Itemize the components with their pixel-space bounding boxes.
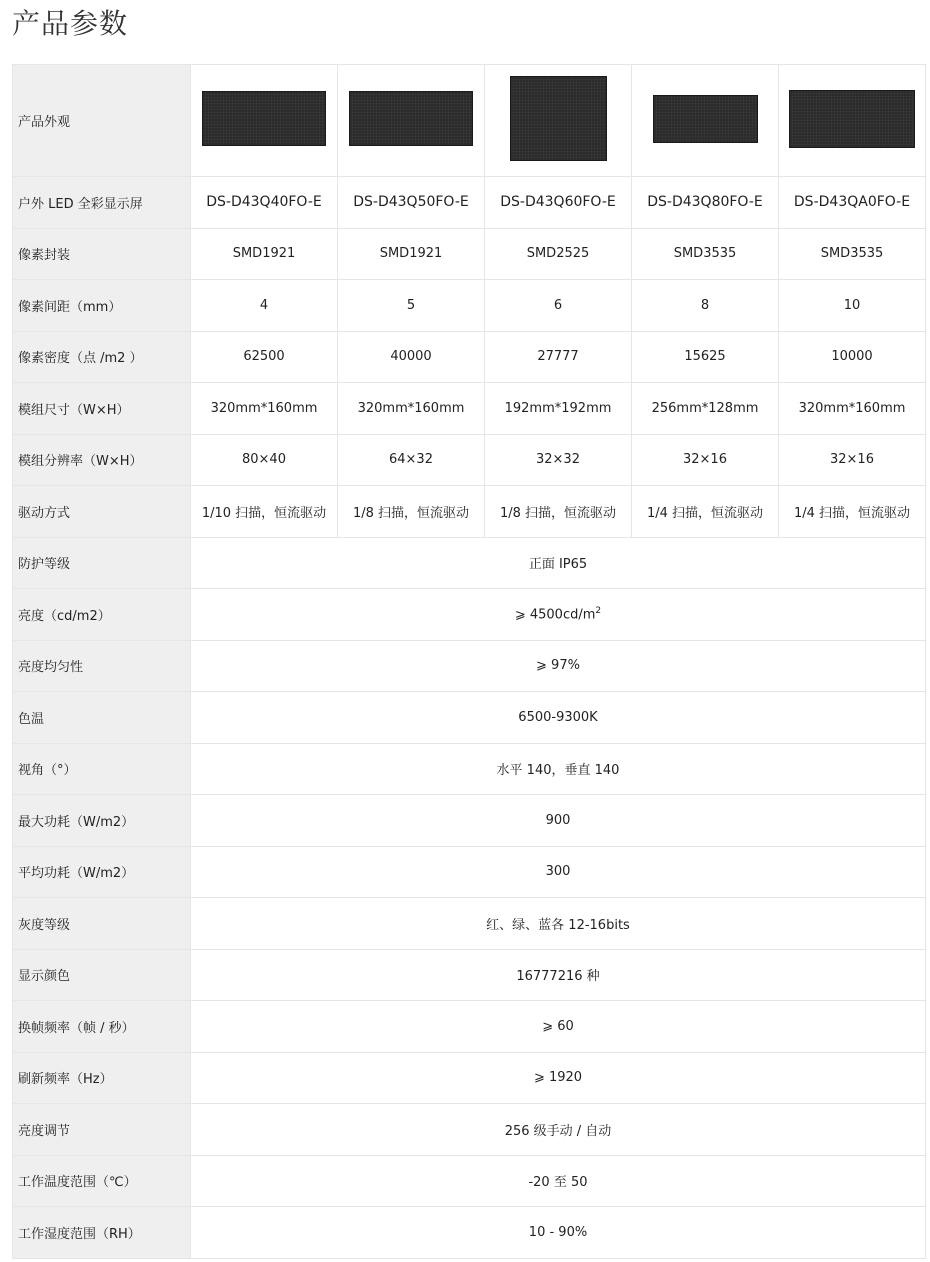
spec-value: 10	[779, 280, 926, 332]
spec-label: 灰度等级	[13, 898, 191, 950]
spec-value	[191, 898, 926, 950]
spec-value-text: 10 - 90%	[528, 1224, 588, 1240]
spec-value-text: 256 级手动 / 自动	[504, 1123, 612, 1139]
spec-value: 256mm*128mm	[632, 383, 779, 435]
spec-row	[13, 1104, 926, 1156]
spec-value	[191, 1207, 926, 1259]
spec-value-text: 水平 140，垂直 140	[496, 763, 620, 779]
spec-label: 最大功耗（W/m2）	[13, 795, 191, 847]
spec-value	[191, 1155, 926, 1207]
spec-value: 32×16	[632, 434, 779, 486]
spec-row	[13, 280, 926, 332]
spec-row	[13, 1052, 926, 1104]
appearance-row	[13, 65, 926, 177]
spec-value: 1/4 扫描，恒流驱动	[632, 486, 779, 538]
spec-label: 刷新频率（Hz）	[13, 1052, 191, 1104]
spec-row	[13, 537, 926, 589]
spec-value: 15625	[632, 331, 779, 383]
spec-value	[191, 1001, 926, 1053]
spec-row	[13, 228, 926, 280]
spec-row	[13, 589, 926, 641]
spec-value: SMD1921	[191, 228, 338, 280]
spec-value: 1/4 扫描，恒流驱动	[779, 486, 926, 538]
model-name: DS-D43Q60FO-E	[485, 177, 632, 229]
spec-value: SMD3535	[632, 228, 779, 280]
spec-value-text: 红、绿、蓝各 12-16bits	[486, 917, 630, 933]
product-image-cell	[779, 65, 926, 177]
spec-value: SMD1921	[338, 228, 485, 280]
spec-value: 62500	[191, 331, 338, 383]
spec-value: 4	[191, 280, 338, 332]
led-panel-image	[653, 95, 758, 143]
spec-value: 32×16	[779, 434, 926, 486]
spec-value: 10000	[779, 331, 926, 383]
spec-label: 亮度均匀性	[13, 640, 191, 692]
spec-value-text: -20 至 50	[528, 1175, 588, 1191]
spec-value-text: ⩾ 97%	[536, 658, 580, 674]
spec-value: 1/10 扫描，恒流驱动	[191, 486, 338, 538]
spec-label: 驱动方式	[13, 486, 191, 538]
spec-row	[13, 383, 926, 435]
spec-label: 模组尺寸（W×H）	[13, 383, 191, 435]
spec-row	[13, 846, 926, 898]
spec-value	[191, 589, 926, 641]
spec-row	[13, 898, 926, 950]
model-name: DS-D43Q40FO-E	[191, 177, 338, 229]
spec-label: 色温	[13, 692, 191, 744]
spec-label: 模组分辨率（W×H）	[13, 434, 191, 486]
spec-label: 显示颜色	[13, 949, 191, 1001]
spec-value-text: 正面 IP65	[528, 557, 588, 573]
spec-value-text: 6500-9300K	[518, 709, 598, 725]
spec-value	[191, 795, 926, 847]
spec-label: 防护等级	[13, 537, 191, 589]
unit-superscript: 2	[595, 606, 602, 617]
led-panel-image	[202, 91, 326, 146]
spec-value: SMD3535	[779, 228, 926, 280]
spec-row	[13, 331, 926, 383]
spec-value	[191, 1104, 926, 1156]
page-title: 产品参数	[12, 7, 129, 40]
spec-value	[191, 846, 926, 898]
spec-value-text: ⩾ 60	[542, 1018, 574, 1034]
model-row	[13, 177, 926, 229]
spec-value-text: 900	[545, 812, 571, 828]
spec-value: 27777	[485, 331, 632, 383]
spec-label: 平均功耗（W/m2）	[13, 846, 191, 898]
spec-value: 40000	[338, 331, 485, 383]
spec-value: 320mm*160mm	[338, 383, 485, 435]
spec-value	[191, 537, 926, 589]
spec-value: 32×32	[485, 434, 632, 486]
spec-value: 1/8 扫描，恒流驱动	[485, 486, 632, 538]
product-image-cell	[338, 65, 485, 177]
spec-value	[191, 692, 926, 744]
spec-row	[13, 692, 926, 744]
spec-value: 8	[632, 280, 779, 332]
spec-row	[13, 1207, 926, 1259]
spec-value: 80×40	[191, 434, 338, 486]
spec-row	[13, 434, 926, 486]
spec-row	[13, 743, 926, 795]
spec-value	[191, 949, 926, 1001]
spec-value-text: ⩾ 4500cd/m	[514, 607, 596, 623]
spec-value-text: 300	[545, 864, 571, 880]
spec-value: 192mm*192mm	[485, 383, 632, 435]
spec-label: 亮度（cd/m2）	[13, 589, 191, 641]
spec-value: 64×32	[338, 434, 485, 486]
spec-label: 换帧频率（帧 / 秒）	[13, 1001, 191, 1053]
spec-value	[191, 1052, 926, 1104]
led-panel-image	[510, 76, 607, 161]
spec-value: 5	[338, 280, 485, 332]
spec-value: 1/8 扫描，恒流驱动	[338, 486, 485, 538]
spec-row	[13, 1001, 926, 1053]
model-name: DS-D43QA0FO-E	[779, 177, 926, 229]
product-image-cell	[632, 65, 779, 177]
product-image-cell	[191, 65, 338, 177]
spec-label: 工作温度范围（℃）	[13, 1155, 191, 1207]
led-panel-image	[789, 90, 915, 148]
spec-row	[13, 795, 926, 847]
led-panel-image	[349, 91, 473, 146]
spec-table	[12, 64, 926, 1259]
spec-value: SMD2525	[485, 228, 632, 280]
spec-value	[191, 743, 926, 795]
model-name: DS-D43Q50FO-E	[338, 177, 485, 229]
model-label: 户外 LED 全彩显示屏	[13, 177, 191, 229]
spec-label: 像素间距（mm）	[13, 280, 191, 332]
spec-label: 亮度调节	[13, 1104, 191, 1156]
spec-label: 工作湿度范围（RH）	[13, 1207, 191, 1259]
spec-value: 6	[485, 280, 632, 332]
product-image-cell	[485, 65, 632, 177]
spec-row	[13, 486, 926, 538]
spec-value: 320mm*160mm	[779, 383, 926, 435]
spec-row	[13, 949, 926, 1001]
model-name: DS-D43Q80FO-E	[632, 177, 779, 229]
spec-row	[13, 640, 926, 692]
spec-value	[191, 640, 926, 692]
spec-value-text: ⩾ 1920	[533, 1070, 583, 1086]
spec-value: 320mm*160mm	[191, 383, 338, 435]
spec-label: 像素密度（点 /m2 ）	[13, 331, 191, 383]
spec-value-text: 16777216 种	[516, 969, 600, 985]
spec-row	[13, 1155, 926, 1207]
spec-label: 像素封装	[13, 228, 191, 280]
spec-label: 视角（°）	[13, 743, 191, 795]
appearance-label: 产品外观	[13, 65, 191, 177]
